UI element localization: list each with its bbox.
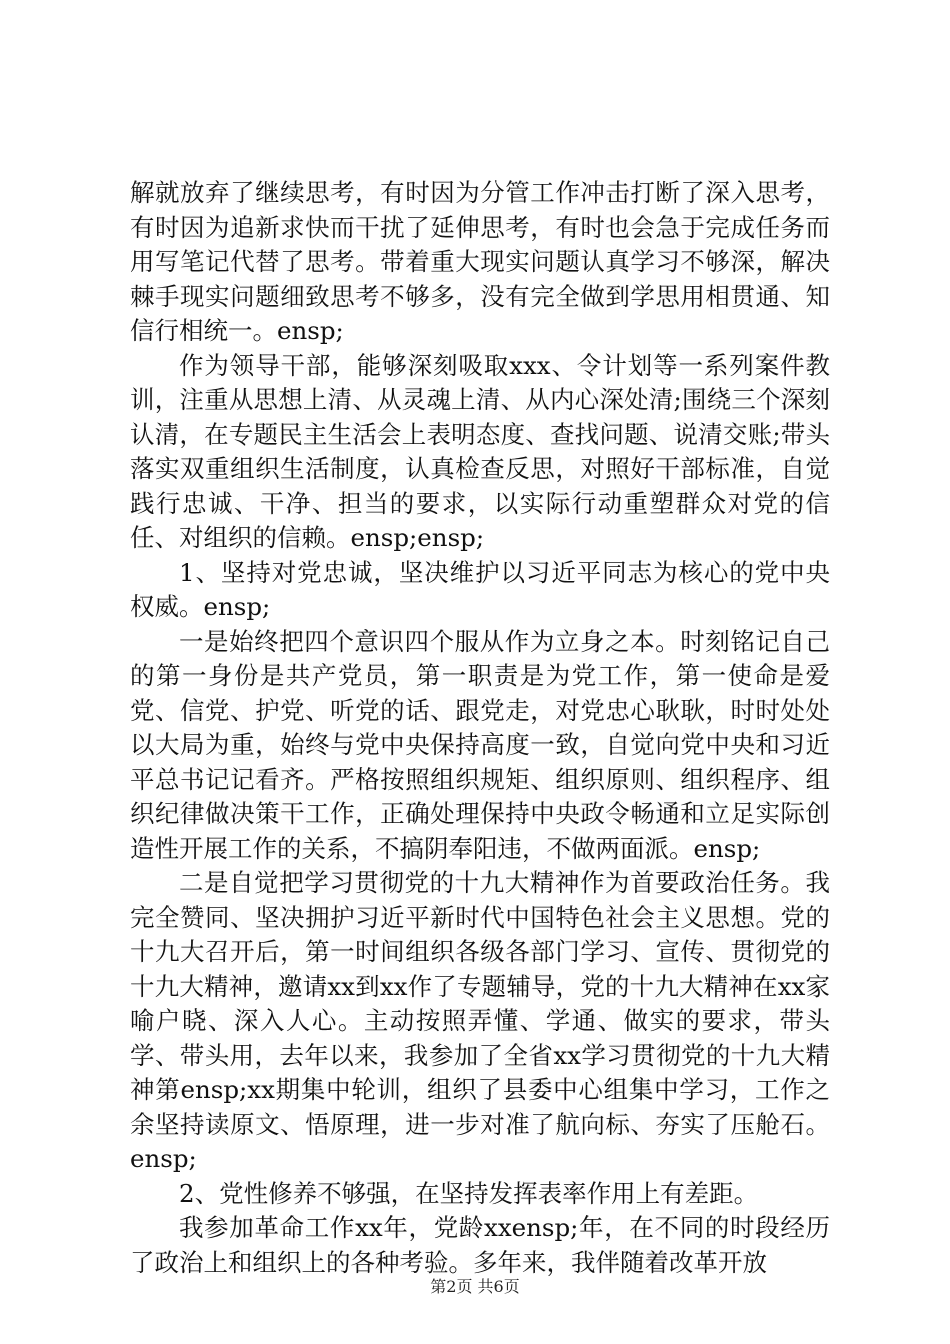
paragraph-continued: 解就放弃了继续思考，有时因为分管工作冲击打断了深入思考，有时因为追新求快而干扰了延伸思考，有时也会急于完成任务而用写笔记代替了思考。带着重大现实问题认真学习不够深，解决棘手现实问题细致思考不够多，没有完全做到学思用相贯通、知信行相统一。ensp; [130, 178, 830, 345]
paragraph-leadership: 作为领导干部，能够深刻吸取xxx、令计划等一系列案件教训，注重从思想上清、从灵魂上清、从内心深处清;围绕三个深刻认清，在专题民主生活会上表明态度、查找问题、说清交账;带头落实双重组织生活制度，认真检查反思，对照好干部标准，自觉践行忠诚、干净、担当的要求，以实际行动重塑群众对党的信任、对组织的信赖。ensp;ensp; [130, 350, 830, 552]
paragraph-point-one: 一是始终把四个意识四个服从作为立身之本。时刻铭记自己的第一身份是共产党员，第一职责是为党工作，第一使命是爱党、信党、护党、听党的话、跟党走，对党忠心耿耿，时时处处以大局为重，始终与党中央保持高度一致，自觉向党中央和习近平总书记记看齐。严格按照组织规矩、组织原则、组织程序、组织纪律做决策干工作，正确处理保持中央政令畅通和立足实际创造性开展工作的关系，不搞阴奉阳违，不做两面派。ensp; [130, 626, 830, 863]
page-number: 第2页 共6页 [430, 1277, 520, 1296]
paragraph-career: 我参加革命工作xx年，党龄xxensp;年，在不同的时段经历了政治上和组织上的各种考验。多年来，我伴随着改革开放 [130, 1213, 830, 1277]
heading-party-spirit: 2、党性修养不够强，在坚持发挥表率作用上有差距。 [179, 1178, 759, 1208]
heading-loyalty: 1、坚持对党忠诚，坚决维护以习近平同志为核心的党中央权威。ensp; [130, 557, 830, 621]
paragraph-point-two: 二是自觉把学习贯彻党的十九大精神作为首要政治任务。我完全赞同、坚决拥护习近平新时代中国特色社会主义思想。党的十九大召开后，第一时间组织各级各部门学习、宣传、贯彻党的十九大精神，邀请xx到xx作了专题辅导，党的十九大精神在xx家喻户晓、深入人心。主动按照弄懂、学通、做实的要求，带头学、带头用，去年以来，我参加了全省xx学习贯彻党的十九大精神第ensp;xx期集中轮训，组织了县委中心组集中学习，工作之余坚持读原文、悟原理，进一步对准了航向标、夯实了压舱石。ensp; [130, 868, 830, 1173]
document-body [130, 176, 830, 1280]
